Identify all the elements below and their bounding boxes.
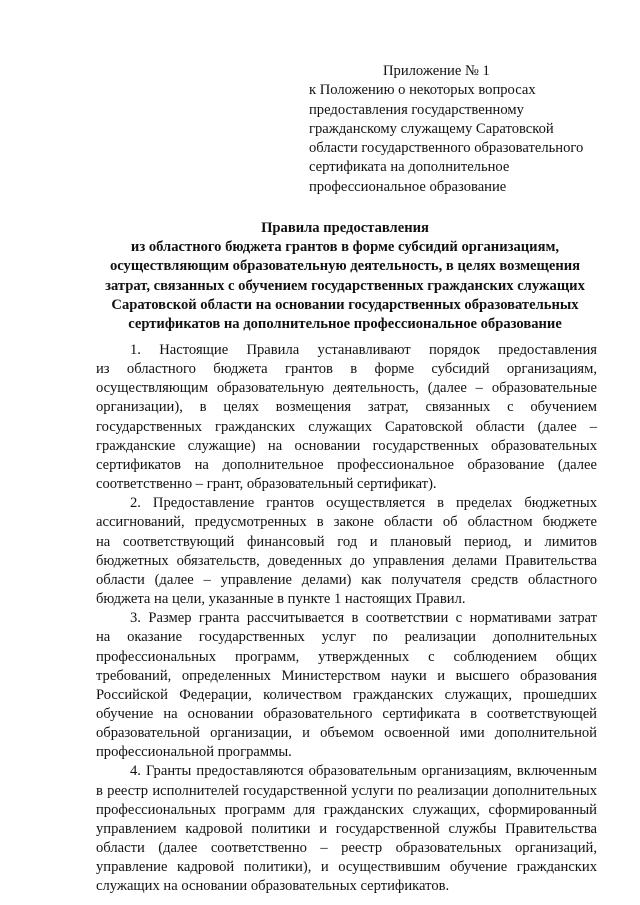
paragraph-line: бюджета на цели, указанные в пункте 1 настоящих Правил. — [96, 591, 466, 608]
paragraph-3 — [96, 609, 597, 762]
title-line: осуществляющим образовательную деятельность, в целях возмещения — [109, 258, 581, 275]
paragraph-line: ассигнований, предусмотренных в законе области об областном бюджете — [96, 514, 597, 531]
paragraph-2 — [96, 494, 597, 609]
title-line: затрат, связанных с обучением государственных гражданских служащих — [105, 277, 585, 294]
paragraph-4 — [96, 762, 597, 896]
appendix-line: к Положению о некоторых вопросах — [309, 82, 536, 99]
paragraph-line: профессиональных программ для гражданских служащих, сформированный — [96, 801, 597, 818]
appendix-line: профессиональное образование — [309, 178, 507, 195]
paragraph-line: требований, определенных Министерством науки и высшего образования — [96, 667, 597, 684]
paragraph-line: бюджетных обязательств, доведенных до управления делами Правительства — [96, 552, 597, 569]
document-title — [80, 219, 610, 334]
paragraph-line: управлением кадровой политики и государственной службы Правительства — [96, 820, 597, 837]
paragraph-line: на соответствующий финансовый год и плановый период, и лимитов — [96, 533, 597, 550]
paragraph-line: образовательной организации, и объемом освоенной ими дополнительной — [96, 725, 597, 742]
document-body — [96, 341, 597, 897]
paragraph-line: управление кадровой политики), и осуществившим обучение гражданских — [96, 859, 597, 876]
title-line: из областного бюджета грантов в форме субсидий организациям, — [130, 239, 560, 256]
appendix-line: сертификата на дополнительное — [309, 159, 510, 176]
paragraph-line: соответственно – грант, образовательный сертификат). — [96, 476, 437, 493]
appendix-header — [309, 62, 609, 197]
appendix-title: Приложение № 1 — [383, 63, 490, 79]
paragraph-line: 2. Предоставление грантов осуществляется в пределах бюджетных — [130, 495, 597, 512]
paragraph-line: 3. Размер гранта рассчитывается в соответствии с нормативами затрат — [130, 610, 597, 627]
appendix-line: гражданскому служащему Саратовской — [309, 120, 554, 137]
paragraph-line: обучение на основании образовательного сертификата в соответствующей — [96, 705, 597, 722]
paragraph-line: служащих на основании образовательных сертификатов. — [96, 878, 450, 895]
title-line: сертификатов на дополнительное профессиональное образование — [128, 316, 562, 333]
paragraph-line: Российской Федерации, количеством гражданских служащих, прошедших — [96, 686, 597, 703]
paragraph-line: на оказание государственных услуг по реализации дополнительных — [96, 629, 597, 646]
paragraph-line: в реестр исполнителей государственной услуги по реализации дополнительных — [96, 782, 597, 799]
paragraph-line: организации), в целях возмещения затрат, связанных с обучением — [96, 399, 597, 416]
paragraph-line: профессиональной программы. — [96, 744, 292, 761]
paragraph-line: профессиональных программ, утвержденных с соблюдением общих — [96, 648, 597, 665]
appendix-line: области государственного образовательного — [309, 140, 584, 157]
paragraph-line: государственных гражданских служащих Саратовской области (далее – — [96, 418, 597, 435]
appendix-line: предоставления государственному — [309, 101, 524, 118]
paragraph-line: 4. Гранты предоставляются образовательным организациям, включенным — [130, 763, 597, 780]
paragraph-line: области (далее – управление делами) как получателя средств областного — [96, 571, 597, 588]
paragraph-line: области (далее соответственно – реестр образовательных организаций, — [96, 840, 597, 857]
paragraph-line: из областного бюджета грантов в форме субсидий организациям, — [96, 361, 597, 378]
paragraph-line: 1. Настоящие Правила устанавливают порядок предоставления — [130, 342, 597, 358]
paragraph-line: сертификатов на дополнительное профессиональное образование (далее — [96, 456, 597, 473]
title-line: Правила предоставления — [261, 220, 429, 236]
paragraph-line: осуществляющим образовательную деятельность, (далее – образовательные — [96, 380, 597, 397]
title-line: Саратовской области на основании государственных образовательных — [111, 296, 579, 313]
paragraph-1 — [96, 341, 597, 494]
paragraph-line: гражданские служащие) на основании государственных образовательных — [96, 437, 597, 454]
